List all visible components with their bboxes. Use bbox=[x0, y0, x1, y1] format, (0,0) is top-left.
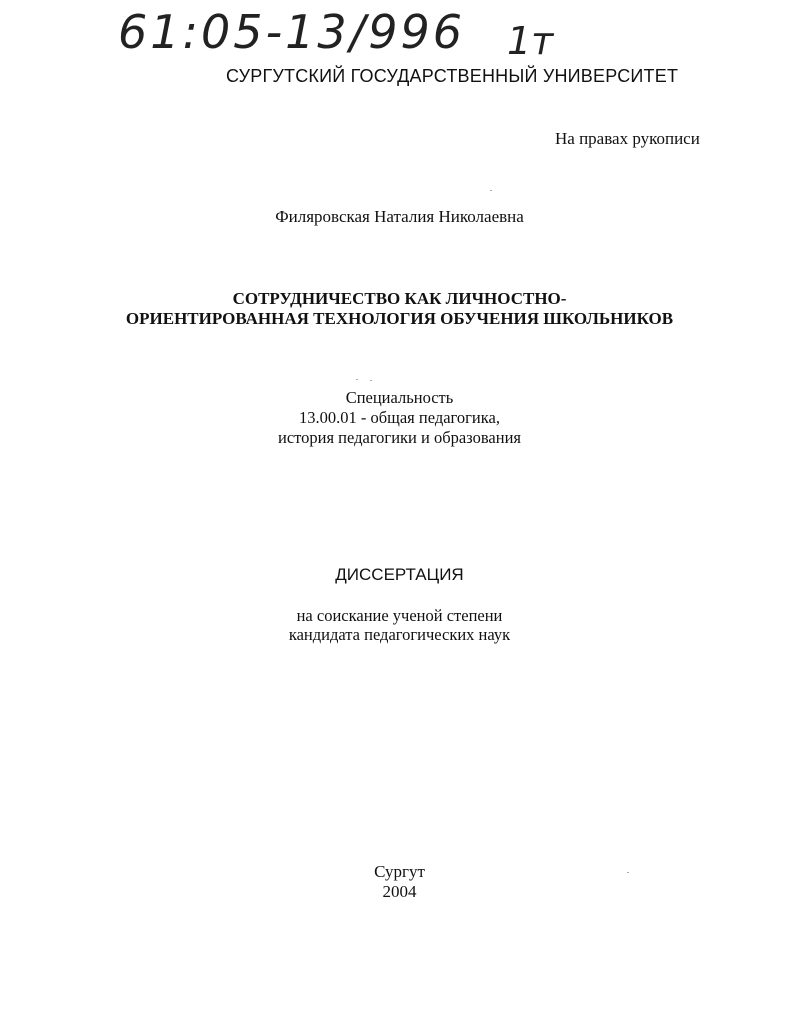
specialty-code: 13.00.01 - общая педагогика, bbox=[299, 408, 500, 427]
author-name: Филяровская Наталия Николаевна bbox=[275, 207, 524, 226]
scan-speck bbox=[490, 190, 492, 191]
university-name: СУРГУТСКИЙ ГОСУДАРСТВЕННЫЙ УНИВЕРСИТЕТ bbox=[226, 66, 679, 86]
document-type: ДИССЕРТАЦИЯ bbox=[335, 565, 464, 584]
year: 2004 bbox=[382, 882, 417, 901]
dissertation-title bbox=[0, 289, 799, 329]
degree-line-1: на соискание ученой степени bbox=[296, 606, 503, 625]
city: Сургут bbox=[374, 862, 425, 881]
city-year-block bbox=[0, 862, 799, 902]
scan-speck bbox=[370, 380, 372, 381]
title-line-1: СОТРУДНИЧЕСТВО КАК ЛИЧНОСТНО- bbox=[232, 289, 567, 308]
archive-code-suffix: 1т bbox=[507, 19, 554, 63]
specialty-name: история педагогики и образования bbox=[277, 428, 521, 447]
degree-line-2: кандидата педагогических наук bbox=[288, 625, 511, 644]
archive-code-text: 61:05-13/996 bbox=[118, 5, 465, 59]
handwritten-archive-code bbox=[112, 2, 582, 64]
specialty-label: Специальность bbox=[345, 388, 454, 407]
degree-block bbox=[0, 606, 799, 644]
manuscript-rights-note: На правах рукописи bbox=[555, 129, 700, 148]
specialty-block bbox=[0, 388, 799, 448]
scan-speck bbox=[356, 379, 358, 380]
scan-speck bbox=[627, 872, 629, 873]
title-line-2: ОРИЕНТИРОВАННАЯ ТЕХНОЛОГИЯ ОБУЧЕНИЯ ШКОЛЬНИКОВ bbox=[125, 309, 674, 328]
